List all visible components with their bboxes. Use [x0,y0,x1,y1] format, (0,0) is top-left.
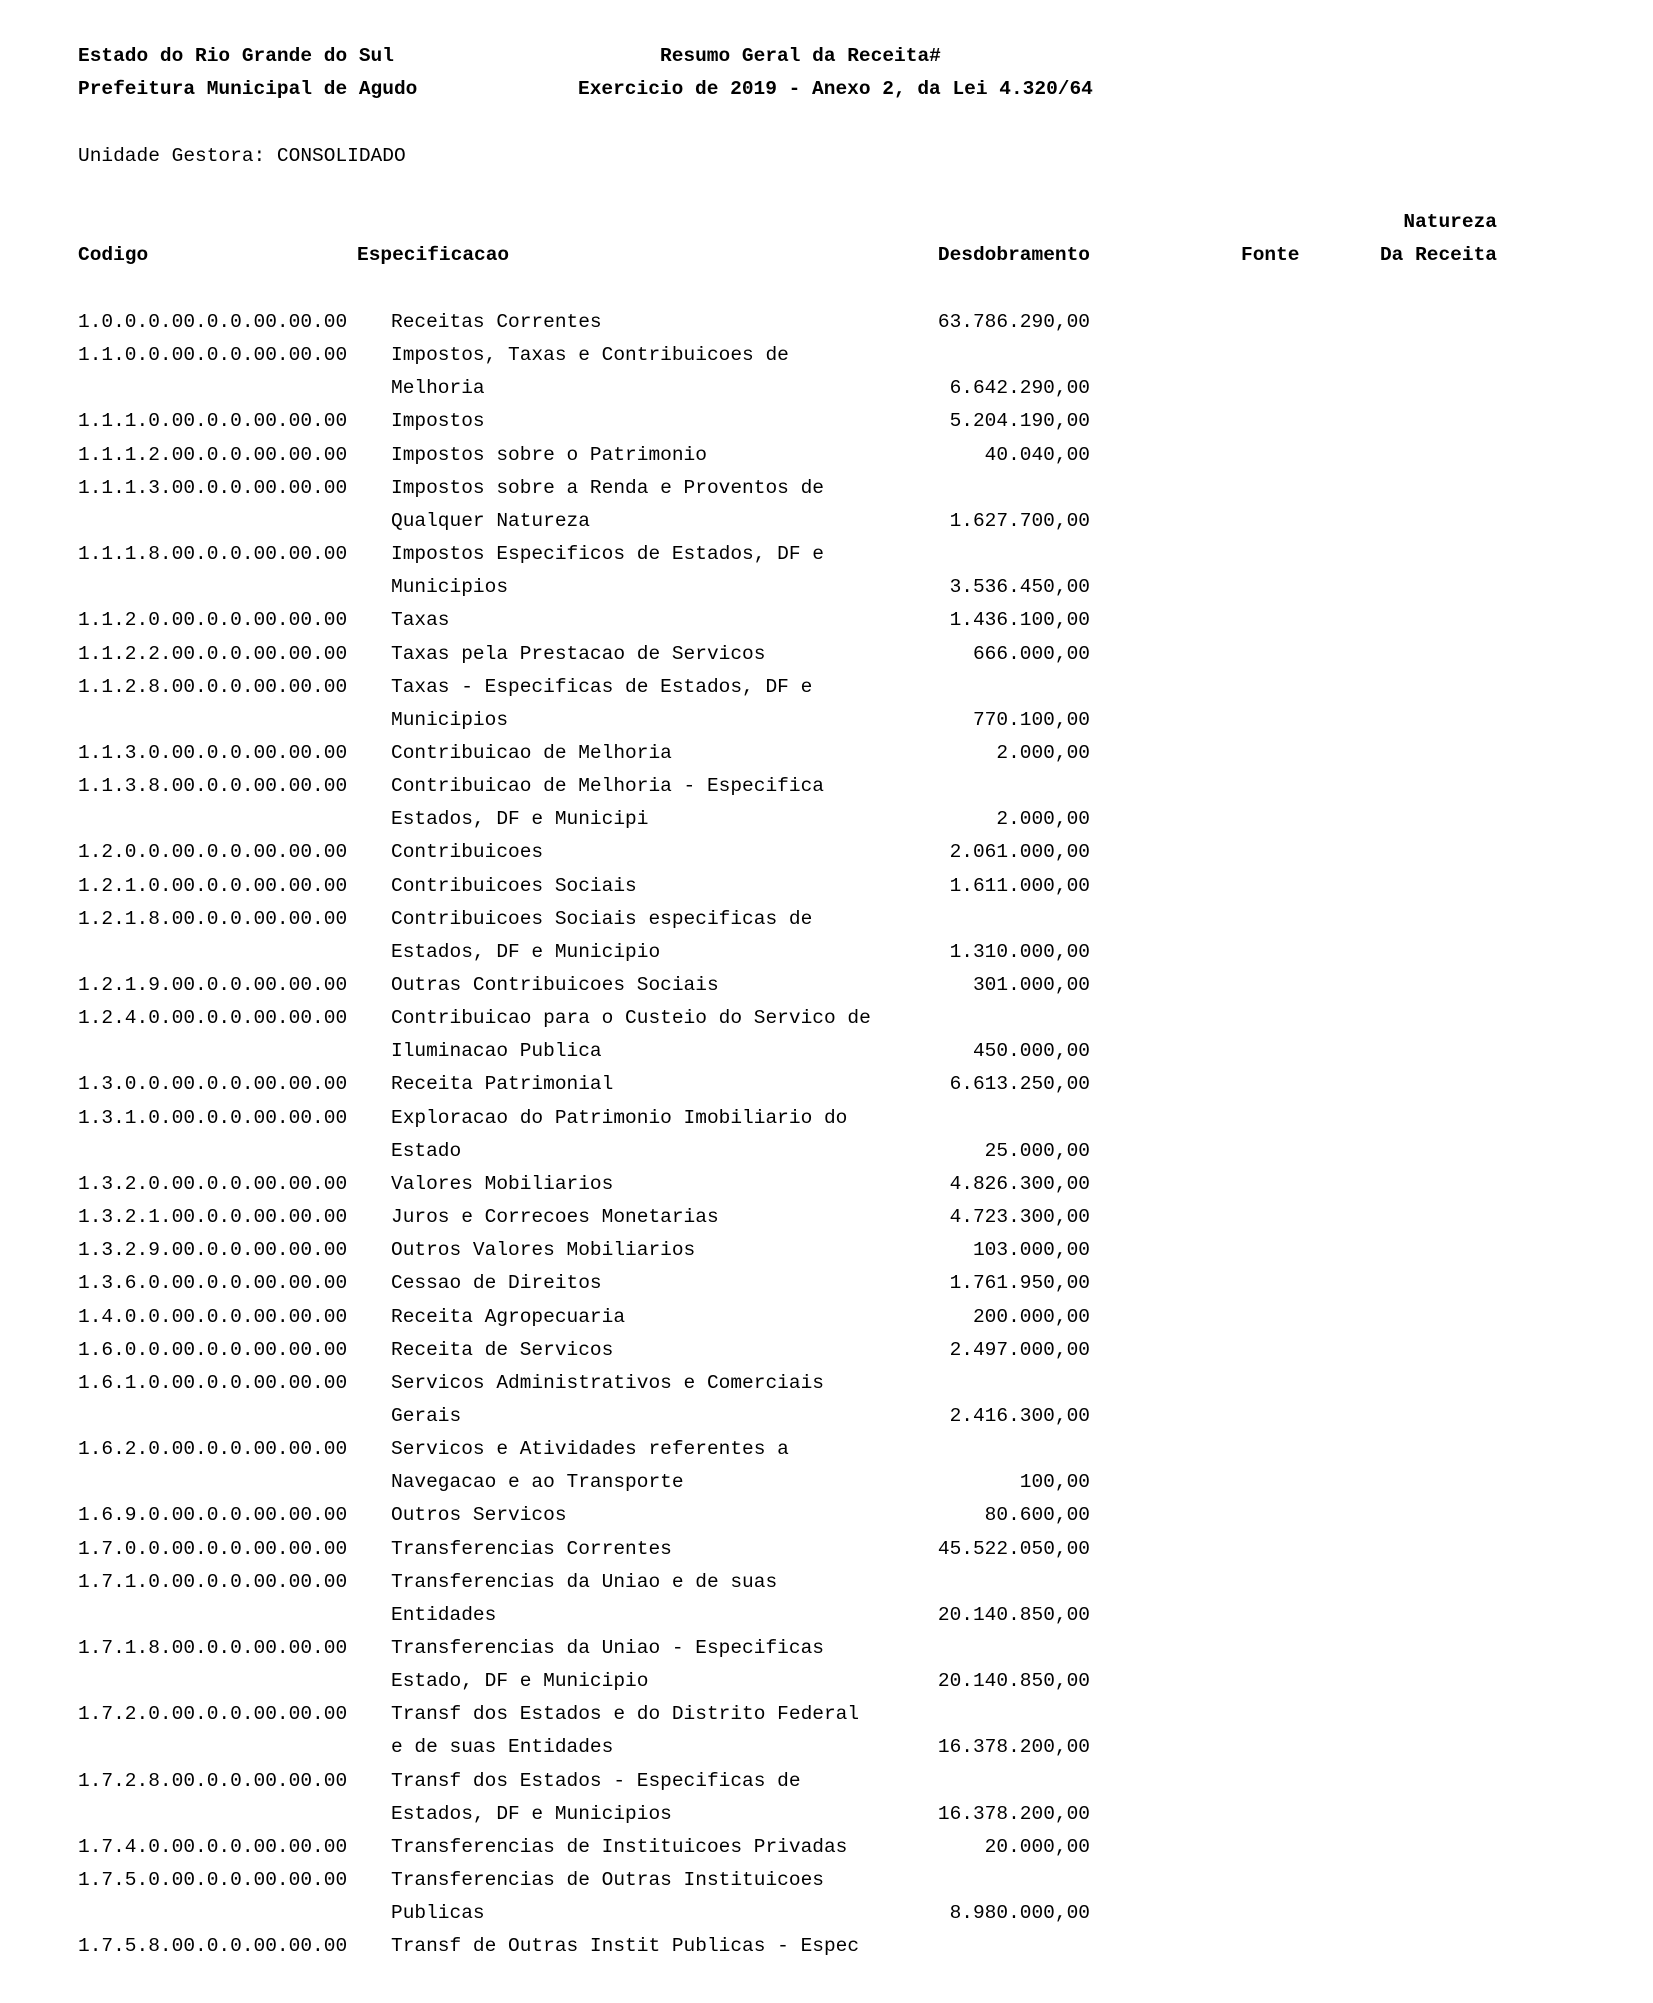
table-row-code: 1.4.0.0.00.0.0.00.00.00 [78,1305,348,1328]
table-row-value: 1.436.100,00 [949,609,1090,632]
table-row-specification: Estados, DF e Municipios [391,1802,672,1825]
table-row-specification: Municipios [391,576,509,599]
column-header-especificacao: Especificacao [357,244,510,266]
table-row-specification: Transf dos Estados e do Distrito Federal [391,1703,860,1726]
table-row-code: 1.7.5.0.00.0.0.00.00.00 [78,1869,348,1892]
table-row-specification: Contribuicoes Sociais especificas de [391,907,813,930]
table-row-value: 20.140.850,00 [937,1670,1090,1693]
table-row-value: 2.497.000,00 [949,1338,1090,1361]
column-header-codigo: Codigo [78,244,149,266]
table-row-specification: Contribuicao de Melhoria - Especifica [391,775,824,798]
table-row-value: 16.378.200,00 [937,1802,1090,1825]
table-row-code: 1.7.0.0.00.0.0.00.00.00 [78,1537,348,1560]
table-row-specification: Taxas [391,609,450,632]
table-row-code: 1.1.3.0.00.0.0.00.00.00 [78,741,348,764]
table-row-specification: Valores Mobiliarios [391,1172,614,1195]
table-row-code: 1.1.1.2.00.0.0.00.00.00 [78,443,348,466]
table-row-specification: Melhoria [391,377,485,400]
table-row-value: 6.642.290,00 [949,377,1090,400]
table-row-value: 770.100,00 [972,708,1090,731]
table-row-specification: Contribuicao de Melhoria [391,741,672,764]
table-row-code: 1.1.2.0.00.0.0.00.00.00 [78,609,348,632]
table-row-specification: Entidades [391,1603,497,1626]
table-row-code: 1.6.1.0.00.0.0.00.00.00 [78,1371,348,1394]
table-row-value: 40.040,00 [984,443,1090,466]
table-row-code: 1.1.3.8.00.0.0.00.00.00 [78,775,348,798]
table-row-value: 2.000,00 [996,808,1090,831]
table-row-value: 2.061.000,00 [949,841,1090,864]
table-row-specification: Estado, DF e Municipio [391,1670,649,1693]
table-row-specification: Transferencias Correntes [391,1537,672,1560]
municipality-name: Prefeitura Municipal de Agudo [78,78,418,100]
table-row-code: 1.1.2.2.00.0.0.00.00.00 [78,642,348,665]
table-row-specification: Contribuicao para o Custeio do Servico de [391,1007,871,1030]
table-row-value: 100,00 [1019,1471,1090,1494]
table-row-value: 1.627.700,00 [949,509,1090,532]
table-row-code: 1.6.9.0.00.0.0.00.00.00 [78,1504,348,1527]
table-row-code: 1.2.1.0.00.0.0.00.00.00 [78,874,348,897]
table-row-value: 80.600,00 [984,1504,1090,1527]
table-row-specification: Transferencias de Instituicoes Privadas [391,1835,848,1858]
table-row-value: 6.613.250,00 [949,1073,1090,1096]
table-row-code: 1.3.2.9.00.0.0.00.00.00 [78,1239,348,1262]
column-header-fonte: Fonte [1241,244,1300,266]
table-row-code: 1.7.4.0.00.0.0.00.00.00 [78,1835,348,1858]
table-row-value: 103.000,00 [972,1239,1090,1262]
table-row-specification: Transferencias de Outras Instituicoes [391,1869,824,1892]
table-row-code: 1.3.2.0.00.0.0.00.00.00 [78,1172,348,1195]
table-row-value: 3.536.450,00 [949,576,1090,599]
table-row-code: 1.1.0.0.00.0.0.00.00.00 [78,344,348,367]
table-row-value: 8.980.000,00 [949,1902,1090,1925]
table-row-specification: Taxas - Especificas de Estados, DF e [391,675,813,698]
table-row-specification: Juros e Correcoes Monetarias [391,1206,719,1229]
table-row-code: 1.7.2.0.00.0.0.00.00.00 [78,1703,348,1726]
table-row-code: 1.7.1.0.00.0.0.00.00.00 [78,1570,348,1593]
table-row-code: 1.6.0.0.00.0.0.00.00.00 [78,1338,348,1361]
table-row-specification: Gerais [391,1404,462,1427]
table-row-specification: Receita de Servicos [391,1338,614,1361]
table-row-code: 1.3.6.0.00.0.0.00.00.00 [78,1272,348,1295]
table-row-specification: Municipios [391,708,509,731]
table-row-code: 1.7.2.8.00.0.0.00.00.00 [78,1769,348,1792]
table-row-code: 1.7.1.8.00.0.0.00.00.00 [78,1637,348,1659]
table-row-specification: Transferencias da Uniao e de suas [391,1570,778,1593]
table-row-specification: Taxas pela Prestacao de Servicos [391,642,766,665]
table-row-specification: Iluminacao Publica [391,1040,602,1063]
table-row-value: 1.310.000,00 [949,940,1090,963]
table-row-value: 4.826.300,00 [949,1172,1090,1195]
table-row-specification: Impostos sobre a Renda e Proventos de [391,476,824,499]
table-row-specification: Transferencias da Uniao - Especificas [391,1637,824,1659]
table-row-code: 1.2.1.8.00.0.0.00.00.00 [78,907,348,930]
table-row-specification: Estados, DF e Municipio [391,940,661,963]
table-row-specification: Estado [391,1139,462,1162]
table-row-specification: Receita Patrimonial [391,1073,614,1096]
table-row-code: 1.1.1.3.00.0.0.00.00.00 [78,476,348,499]
table-row-specification: Receitas Correntes [391,311,602,333]
table-row-specification: Receita Agropecuaria [391,1305,626,1328]
table-row-value: 200.000,00 [972,1305,1090,1328]
table-row-value: 2.000,00 [996,741,1090,764]
table-row-specification: Transf de Outras Instit Publicas - Espec [391,1935,860,1958]
table-row-specification: Outros Valores Mobiliarios [391,1239,696,1262]
managing-unit: Unidade Gestora: CONSOLIDADO [78,145,406,167]
table-row-specification: Impostos [391,410,485,433]
column-header-desdobramento: Desdobramento [937,244,1090,266]
table-row-value: 63.786.290,00 [937,311,1090,333]
table-row-specification: e de suas Entidades [391,1736,614,1759]
table-row-specification: Navegacao e ao Transporte [391,1471,684,1494]
report-subtitle: Exercicio de 2019 - Anexo 2, da Lei 4.320/64 [578,78,1093,100]
table-row-code: 1.1.1.8.00.0.0.00.00.00 [78,543,348,566]
table-row-value: 20.000,00 [984,1835,1090,1858]
table-row-value: 666.000,00 [972,642,1090,665]
table-row-code: 1.6.2.0.00.0.0.00.00.00 [78,1438,348,1461]
table-row-code: 1.2.1.9.00.0.0.00.00.00 [78,974,348,996]
table-row-code: 1.7.5.8.00.0.0.00.00.00 [78,1935,348,1958]
table-row-specification: Cessao de Direitos [391,1272,602,1295]
table-row-value: 5.204.190,00 [949,410,1090,433]
table-row-code: 1.1.2.8.00.0.0.00.00.00 [78,675,348,698]
table-row-value: 20.140.850,00 [937,1603,1090,1626]
table-row-code: 1.2.0.0.00.0.0.00.00.00 [78,841,348,864]
table-row-specification: Transf dos Estados - Especificas de [391,1769,801,1792]
table-row-value: 1.761.950,00 [949,1272,1090,1295]
table-row-specification: Estados, DF e Municipi [391,808,649,831]
table-row-specification: Exploracao do Patrimonio Imobiliario do [391,1106,848,1129]
column-header-da-receita: Da Receita [1379,244,1497,266]
table-row-code: 1.3.2.1.00.0.0.00.00.00 [78,1206,348,1229]
table-row-specification: Publicas [391,1902,485,1925]
table-row-value: 16.378.200,00 [937,1736,1090,1759]
table-row-specification: Servicos Administrativos e Comerciais [391,1371,824,1394]
table-row-specification: Impostos, Taxas e Contribuicoes de [391,344,789,367]
table-row-specification: Impostos Especificos de Estados, DF e [391,543,824,566]
table-row-code: 1.3.1.0.00.0.0.00.00.00 [78,1106,348,1129]
table-row-code: 1.0.0.0.00.0.0.00.00.00 [78,311,348,333]
table-row-specification: Contribuicoes Sociais [391,874,637,897]
table-row-code: 1.2.4.0.00.0.0.00.00.00 [78,1007,348,1030]
column-header-natureza: Natureza [1403,211,1497,233]
table-row-value: 2.416.300,00 [949,1404,1090,1427]
table-row-specification: Impostos sobre o Patrimonio [391,443,707,466]
table-row-value: 450.000,00 [972,1040,1090,1063]
table-row-specification: Contribuicoes [391,841,544,864]
table-row-code: 1.3.0.0.00.0.0.00.00.00 [78,1073,348,1096]
table-row-code: 1.1.1.0.00.0.0.00.00.00 [78,410,348,433]
table-row-value: 1.611.000,00 [949,874,1090,897]
state-name: Estado do Rio Grande do Sul [78,45,394,67]
table-row-value: 4.723.300,00 [949,1206,1090,1229]
table-row-value: 301.000,00 [972,974,1090,996]
table-row-value: 45.522.050,00 [937,1537,1090,1560]
table-row-specification: Servicos e Atividades referentes a [391,1438,789,1461]
table-row-specification: Qualquer Natureza [391,509,590,532]
table-row-specification: Outras Contribuicoes Sociais [391,974,719,996]
report-title: Resumo Geral da Receita# [660,45,941,67]
table-row-specification: Outros Servicos [391,1504,567,1527]
table-row-value: 25.000,00 [984,1139,1090,1162]
